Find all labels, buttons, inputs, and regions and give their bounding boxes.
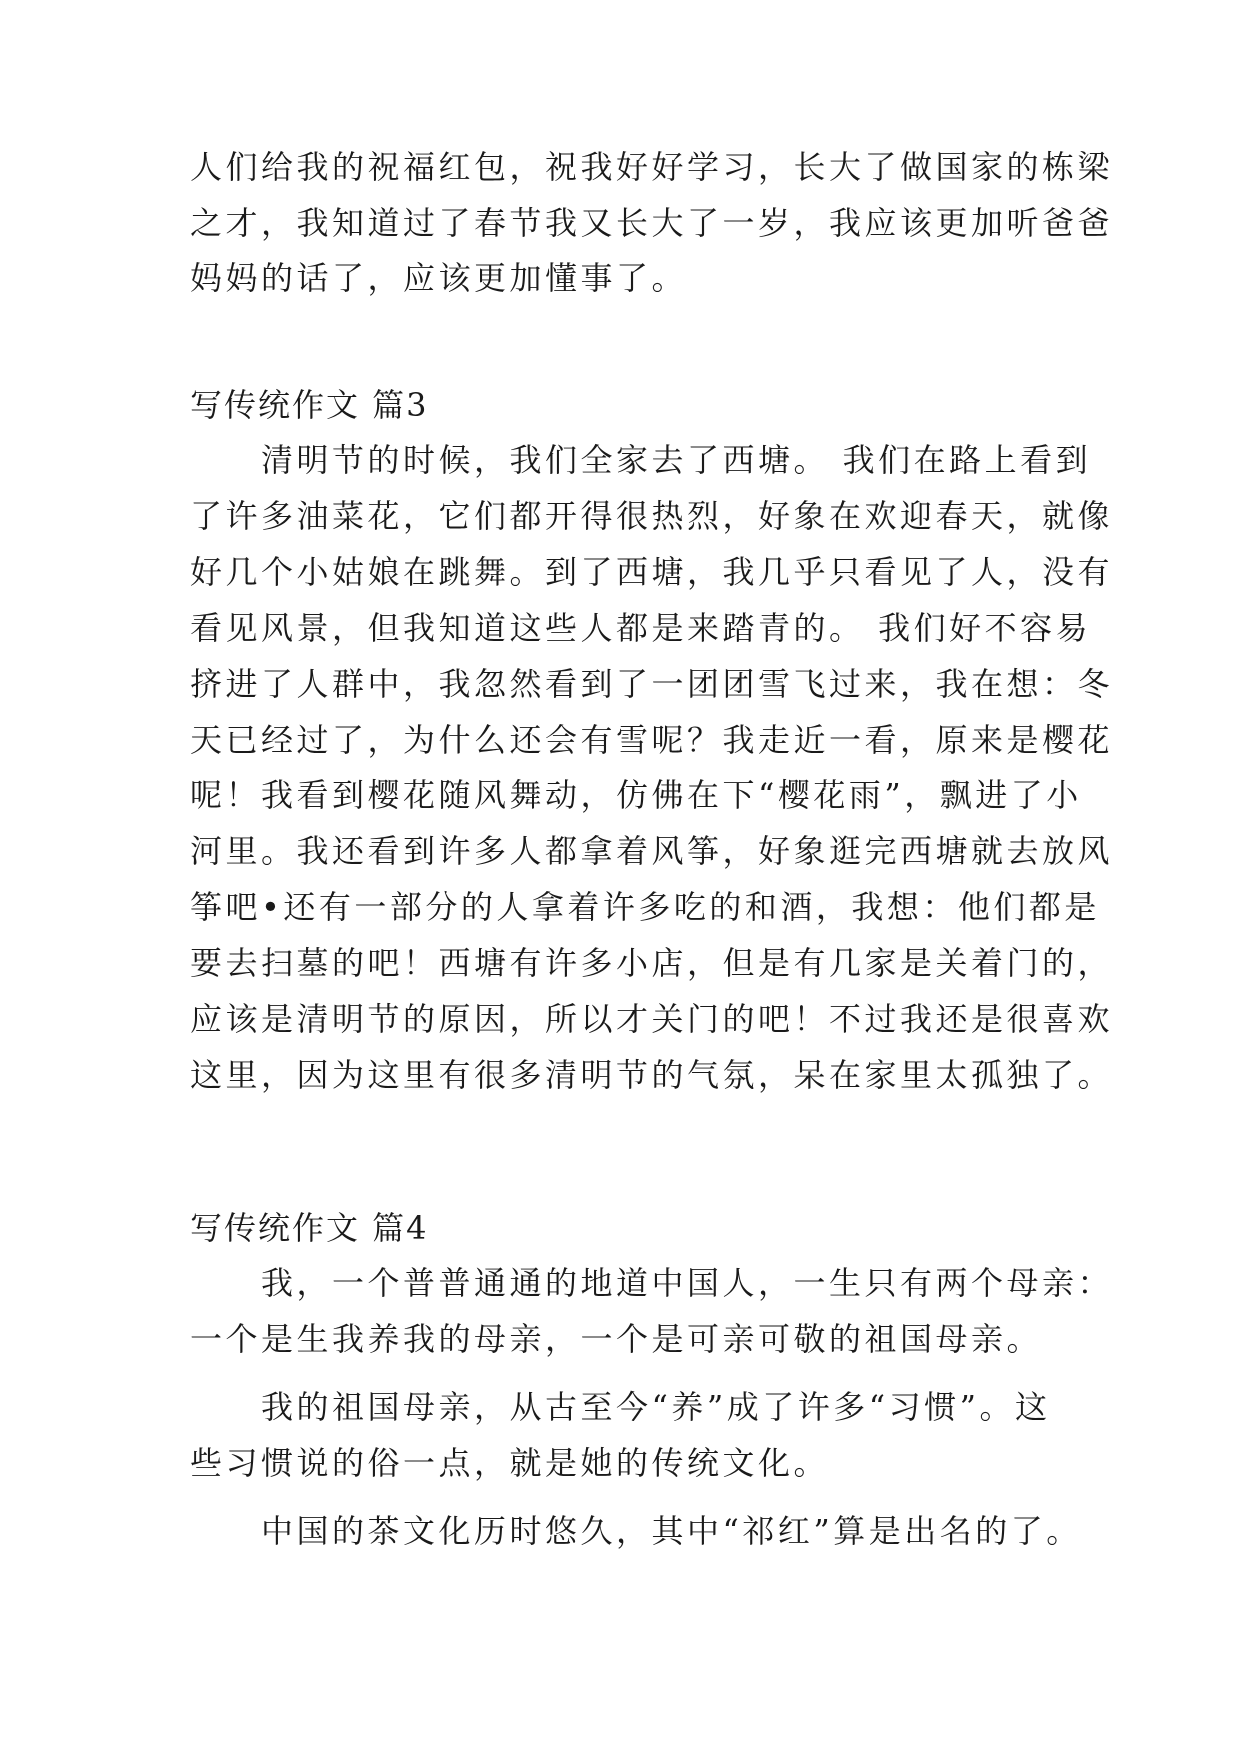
text-line: 了许多油菜花，它们都开得很热烈，好象在欢迎春天，就像 (190, 497, 1114, 535)
text-line: 挤进了人群中，我忽然看到了一团团雪飞过来，我在想：冬 (190, 665, 1114, 703)
text-line: 妈妈的话了，应该更加懂事了。 (190, 259, 688, 297)
text-line: 人们给我的祝福红包，祝我好好学习，长大了做国家的栋梁 (190, 148, 1114, 186)
text-line: 我的祖国母亲，从古至今“养”成了许多“习惯”。这 (190, 1388, 1051, 1426)
text-line: 些习惯说的俗一点，就是她的传统文化。 (190, 1444, 830, 1482)
text-line: 要去扫墓的吧！西塘有许多小店，但是有几家是关着门的， (190, 944, 1114, 982)
text-line: 我，一个普普通通的地道中国人，一生只有两个母亲： (190, 1264, 1114, 1302)
text-line: 看见风景，但我知道这些人都是来踏青的。 我们好不容易 (190, 609, 1092, 647)
text-line: 中国的茶文化历时悠久，其中“祁红”算是出名的了。 (190, 1512, 1082, 1550)
text-line: 天已经过了，为什么还会有雪呢？我走近一看，原来是樱花 (190, 721, 1114, 759)
text-line: 清明节的时候，我们全家去了西塘。 我们在路上看到 (190, 441, 1092, 479)
text-line: 好几个小姑娘在跳舞。到了西塘，我几乎只看见了人，没有 (190, 553, 1114, 591)
text-line: 之才，我知道过了春节我又长大了一岁，我应该更加听爸爸 (190, 204, 1114, 242)
text-line: 这里，因为这里有很多清明节的气氛，呆在家里太孤独了。 (190, 1056, 1114, 1094)
text-line: 一个是生我养我的母亲，一个是可亲可敬的祖国母亲。 (190, 1320, 1043, 1358)
text-line: 筝吧•还有一部分的人拿着许多吃的和酒，我想：他们都是 (190, 888, 1100, 926)
text-line: 河里。我还看到许多人都拿着风筝，好象逛完西塘就去放风 (190, 832, 1114, 870)
section-heading: 写传统作文 篇4 (190, 1209, 429, 1247)
section-heading: 写传统作文 篇3 (190, 386, 429, 424)
text-line: 应该是清明节的原因，所以才关门的吧！不过我还是很喜欢 (190, 1000, 1114, 1038)
text-line: 呢！我看到樱花随风舞动，仿佛在下“樱花雨”，飘进了小 (190, 776, 1082, 814)
